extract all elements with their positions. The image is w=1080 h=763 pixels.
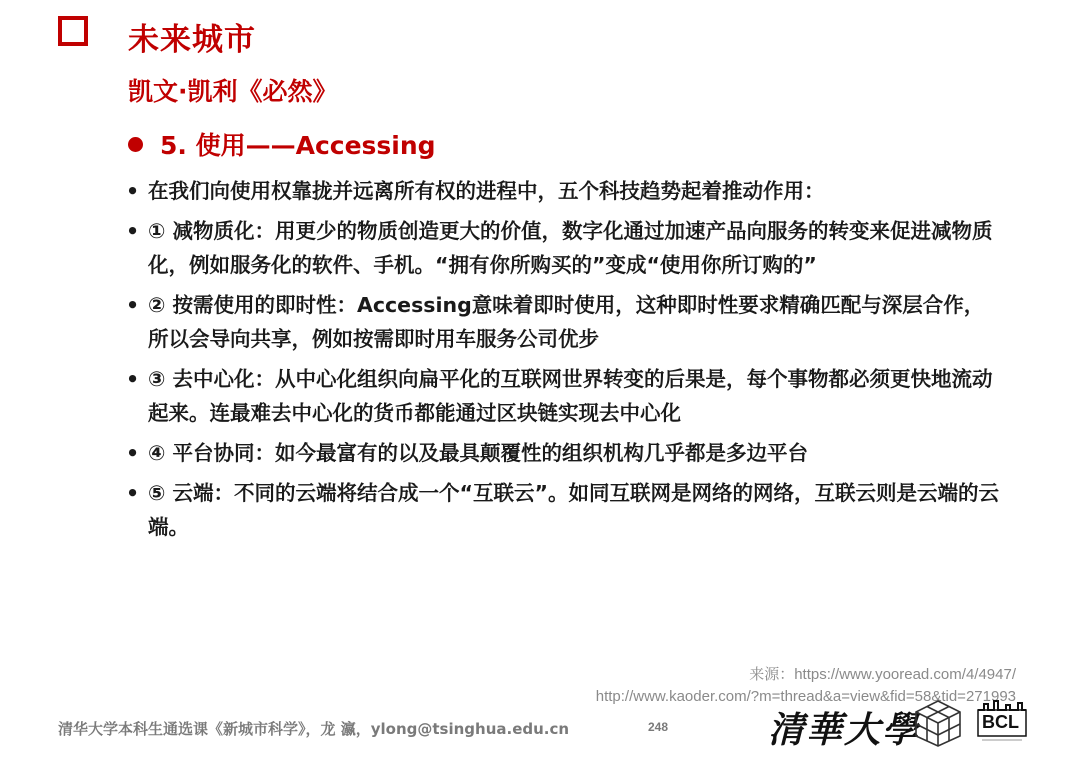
title-square-icon xyxy=(58,16,88,46)
section-heading-label: 5. 使用——Accessing xyxy=(160,131,436,160)
bullet-item-immediacy: • ② 按需使用的即时性：Accessing意味着即时使用，这种即时性要求精确匹配与深层合作，所以会导向共享，例如按需即时用车服务公司优步 xyxy=(124,288,1004,356)
cube-logo-icon xyxy=(912,698,964,748)
bullet-item-decentralization: • ③ 去中心化：从中心化组织向扁平化的互联网世界转变的后果是，每个事物都必须更快地流动起来。连最难去中心化的货币都能通过区块链实现去中心化 xyxy=(124,362,1004,430)
source-line-2: http://www.kaoder.com/?m=thread&a=view&fid=58&tid=271993 xyxy=(595,688,1016,705)
slide-subtitle: 凯文·凯利《必然》 xyxy=(128,77,338,106)
page-number: 248 xyxy=(648,720,669,734)
slide-title: 未来城市 xyxy=(128,22,256,58)
source-line-1: 来源：https://www.yooread.com/4/4947/ xyxy=(749,666,1016,683)
bullet-dot-icon xyxy=(128,137,143,152)
footer-course-info: 清华大学本科生通选课《新城市科学》，龙 瀛，ylong@tsinghua.edu.cn xyxy=(58,720,570,738)
bullet-item-dematerialization: • ① 减物质化：用更少的物质创造更大的价值，数字化通过加速产品向服务的转变来促进减物质化，例如服务化的软件、手机。“拥有你所购买的”变成“使用你所订购的” xyxy=(124,214,1004,282)
bullet-item-platform: • ④ 平台协同：如今最富有的以及最具颠覆性的组织机构几乎都是多边平台 xyxy=(124,436,1004,470)
section-heading xyxy=(128,126,436,162)
tsinghua-logo: 清華大學 xyxy=(768,709,921,751)
bullet-list xyxy=(124,174,1004,550)
bcl-label: BCL xyxy=(982,712,1019,732)
bcl-logo xyxy=(976,698,1028,746)
bullet-item-intro: • 在我们向使用权靠拢并远离所有权的进程中，五个科技趋势起着推动作用： xyxy=(124,174,1004,208)
bullet-item-cloud: • ⑤ 云端：不同的云端将结合成一个“互联云”。如同互联网是网络的网络，互联云则是云端的云端。 xyxy=(124,476,1004,544)
